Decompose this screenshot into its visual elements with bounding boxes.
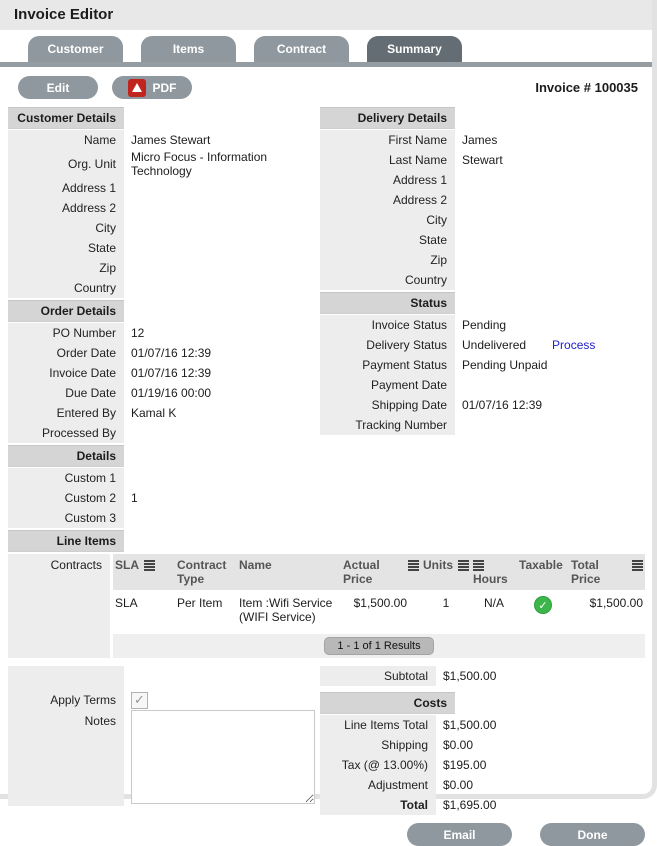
field-row: State [8, 238, 312, 258]
field-row: PO Number 12 [8, 323, 312, 343]
edit-button[interactable]: Edit [18, 76, 98, 99]
apply-terms-checkbox[interactable]: ✓ [131, 692, 148, 709]
tab-summary[interactable]: Summary [367, 36, 462, 62]
bottom-right-column [320, 666, 650, 815]
field-value [455, 415, 650, 435]
sort-icon[interactable] [473, 560, 484, 571]
cell-hours: N/A [483, 596, 504, 610]
field-row: State [320, 230, 650, 250]
process-link[interactable]: Process [552, 338, 596, 352]
field-row: Country [8, 278, 312, 298]
total-row: Total $1,695.00 [320, 795, 650, 815]
field-row: Tax (@ 13.00%) $195.00 [320, 755, 650, 775]
sort-icon[interactable] [144, 560, 155, 571]
footer [8, 815, 652, 846]
cell-total-price: $1,500.00 [589, 596, 643, 610]
field-value [124, 178, 312, 198]
field-row: Processed By [8, 423, 312, 443]
field-row: City [320, 210, 650, 230]
field-value [124, 278, 312, 298]
page-title: Invoice Editor [0, 0, 652, 30]
field-value [124, 238, 312, 258]
field-row: Custom 3 [8, 508, 312, 528]
field-row: Zip [8, 258, 312, 278]
cell-sla: SLA [115, 596, 138, 610]
column-header-hours[interactable]: Hours [471, 554, 517, 590]
field-row: Payment Status Pending Unpaid [320, 355, 650, 375]
total-value: $1,695.00 [443, 798, 497, 812]
subtotal-row: Subtotal $1,500.00 [320, 666, 650, 686]
field-value [455, 210, 650, 230]
taxable-check-icon: ✓ [534, 596, 552, 614]
field-value: Micro Focus - Information Technology [131, 150, 268, 178]
column-header-contract-type[interactable]: Contract Type [175, 554, 237, 590]
field-value [455, 230, 650, 250]
field-row: Delivery Status Undelivered Process [320, 335, 650, 355]
done-button[interactable]: Done [540, 823, 645, 846]
field-row: Payment Date [320, 375, 650, 395]
notes-textarea[interactable] [131, 710, 315, 804]
field-row: Zip [320, 250, 650, 270]
column-header-taxable[interactable]: Taxable [517, 554, 569, 590]
field-value: 01/19/16 00:00 [131, 386, 212, 400]
field-row: Due Date 01/19/16 00:00 [8, 383, 312, 403]
field-value [124, 508, 312, 528]
field-value [455, 190, 650, 210]
field-value: 1 [131, 491, 138, 505]
column-header-total-price[interactable]: Total Price [569, 554, 645, 590]
field-row: Custom 1 [8, 468, 312, 488]
field-row: Invoice Date 01/07/16 12:39 [8, 363, 312, 383]
contracts-label: Contracts [8, 554, 110, 658]
field-value: James Stewart [131, 133, 211, 147]
field-row: Name James Stewart [8, 130, 312, 150]
content [0, 107, 652, 846]
field-value [455, 270, 650, 290]
subtotal-value: $1,500.00 [443, 669, 497, 683]
delivery-status-value: Undelivered [462, 338, 527, 352]
field-value: Stewart [462, 153, 503, 167]
apply-terms-row: Apply Terms ✓ [8, 690, 312, 710]
field-value [455, 375, 650, 395]
field-value [124, 468, 312, 488]
section-costs: Costs [320, 692, 455, 714]
field-value: Kamal K [131, 406, 177, 420]
field-value: Pending [462, 318, 507, 332]
field-value: Pending Unpaid [462, 358, 548, 372]
pdf-icon [128, 79, 146, 97]
section-delivery-details: Delivery Details [320, 107, 455, 129]
left-column [8, 107, 312, 528]
field-value: 12 [131, 326, 145, 340]
field-row: Org. Unit Micro Focus - Information Technology [8, 150, 312, 178]
column-header-actual-price[interactable]: Actual Price [341, 554, 421, 590]
tab-contract[interactable]: Contract [254, 36, 349, 62]
field-value: 01/07/16 12:39 [131, 366, 212, 380]
cell-units: 1 [442, 596, 450, 610]
field-row: Address 2 [320, 190, 650, 210]
line-items-area [8, 554, 652, 658]
tab-bar [0, 30, 652, 62]
column-header-sla[interactable]: SLA [113, 554, 175, 590]
pdf-button-label: PDF [152, 80, 177, 95]
field-row: Custom 2 1 [8, 488, 312, 508]
cell-actual-price: $1,500.00 [353, 596, 407, 610]
email-button[interactable]: Email [407, 823, 512, 846]
field-row: Line Items Total $1,500.00 [320, 715, 650, 735]
field-row: City [8, 218, 312, 238]
section-customer-details: Customer Details [8, 107, 124, 129]
field-row: Address 2 [8, 198, 312, 218]
cell-name: Item :Wifi Service (WIFI Service) [239, 596, 333, 624]
section-order-details: Order Details [8, 300, 124, 322]
field-row: Tracking Number [320, 415, 650, 435]
field-row: Entered By Kamal K [8, 403, 312, 423]
pagination-results: 1 - 1 of 1 Results [324, 637, 433, 655]
field-value: 01/07/16 12:39 [462, 398, 543, 412]
field-value [124, 423, 312, 443]
field-value: 01/07/16 12:39 [131, 346, 212, 360]
field-value [124, 218, 312, 238]
notes-row: Notes [8, 710, 312, 806]
table-row[interactable] [113, 590, 645, 632]
sort-icon[interactable] [632, 560, 643, 571]
bottom-left-column [8, 666, 312, 806]
section-line-items: Line Items [8, 530, 124, 552]
field-row: Address 1 [8, 178, 312, 198]
column-header-units[interactable]: Units [421, 554, 471, 590]
field-row: Invoice Status Pending [320, 315, 650, 335]
column-header-name[interactable]: Name [237, 554, 341, 590]
field-row: Country [320, 270, 650, 290]
field-value [124, 198, 312, 218]
tab-items[interactable]: Items [141, 36, 236, 62]
field-value: $0.00 [443, 778, 474, 792]
field-value [455, 250, 650, 270]
field-row: Address 1 [320, 170, 650, 190]
pdf-button[interactable] [112, 76, 192, 99]
field-value [455, 170, 650, 190]
right-column [320, 107, 650, 435]
field-value [124, 258, 312, 278]
sort-icon[interactable] [458, 560, 469, 571]
sort-icon[interactable] [408, 560, 419, 571]
cell-contract-type: Per Item [177, 596, 223, 610]
field-value: James [462, 133, 498, 147]
field-value: $195.00 [443, 758, 487, 772]
field-row: Last Name Stewart [320, 150, 650, 170]
section-status: Status [320, 292, 455, 314]
tab-customer[interactable]: Customer [28, 36, 123, 62]
field-value: $0.00 [443, 738, 474, 752]
pagination-bar [113, 634, 645, 658]
line-items-table [113, 554, 645, 632]
invoice-number: Invoice # 100035 [535, 80, 638, 95]
spacer-row [8, 666, 312, 690]
field-row: Shipping $0.00 [320, 735, 650, 755]
field-row: Shipping Date 01/07/16 12:39 [320, 395, 650, 415]
field-row: First Name James [320, 130, 650, 150]
field-row: Adjustment $0.00 [320, 775, 650, 795]
toolbar [0, 67, 652, 107]
field-value: $1,500.00 [443, 718, 497, 732]
cell-taxable [517, 590, 569, 632]
section-details: Details [8, 445, 124, 467]
field-row: Order Date 01/07/16 12:39 [8, 343, 312, 363]
